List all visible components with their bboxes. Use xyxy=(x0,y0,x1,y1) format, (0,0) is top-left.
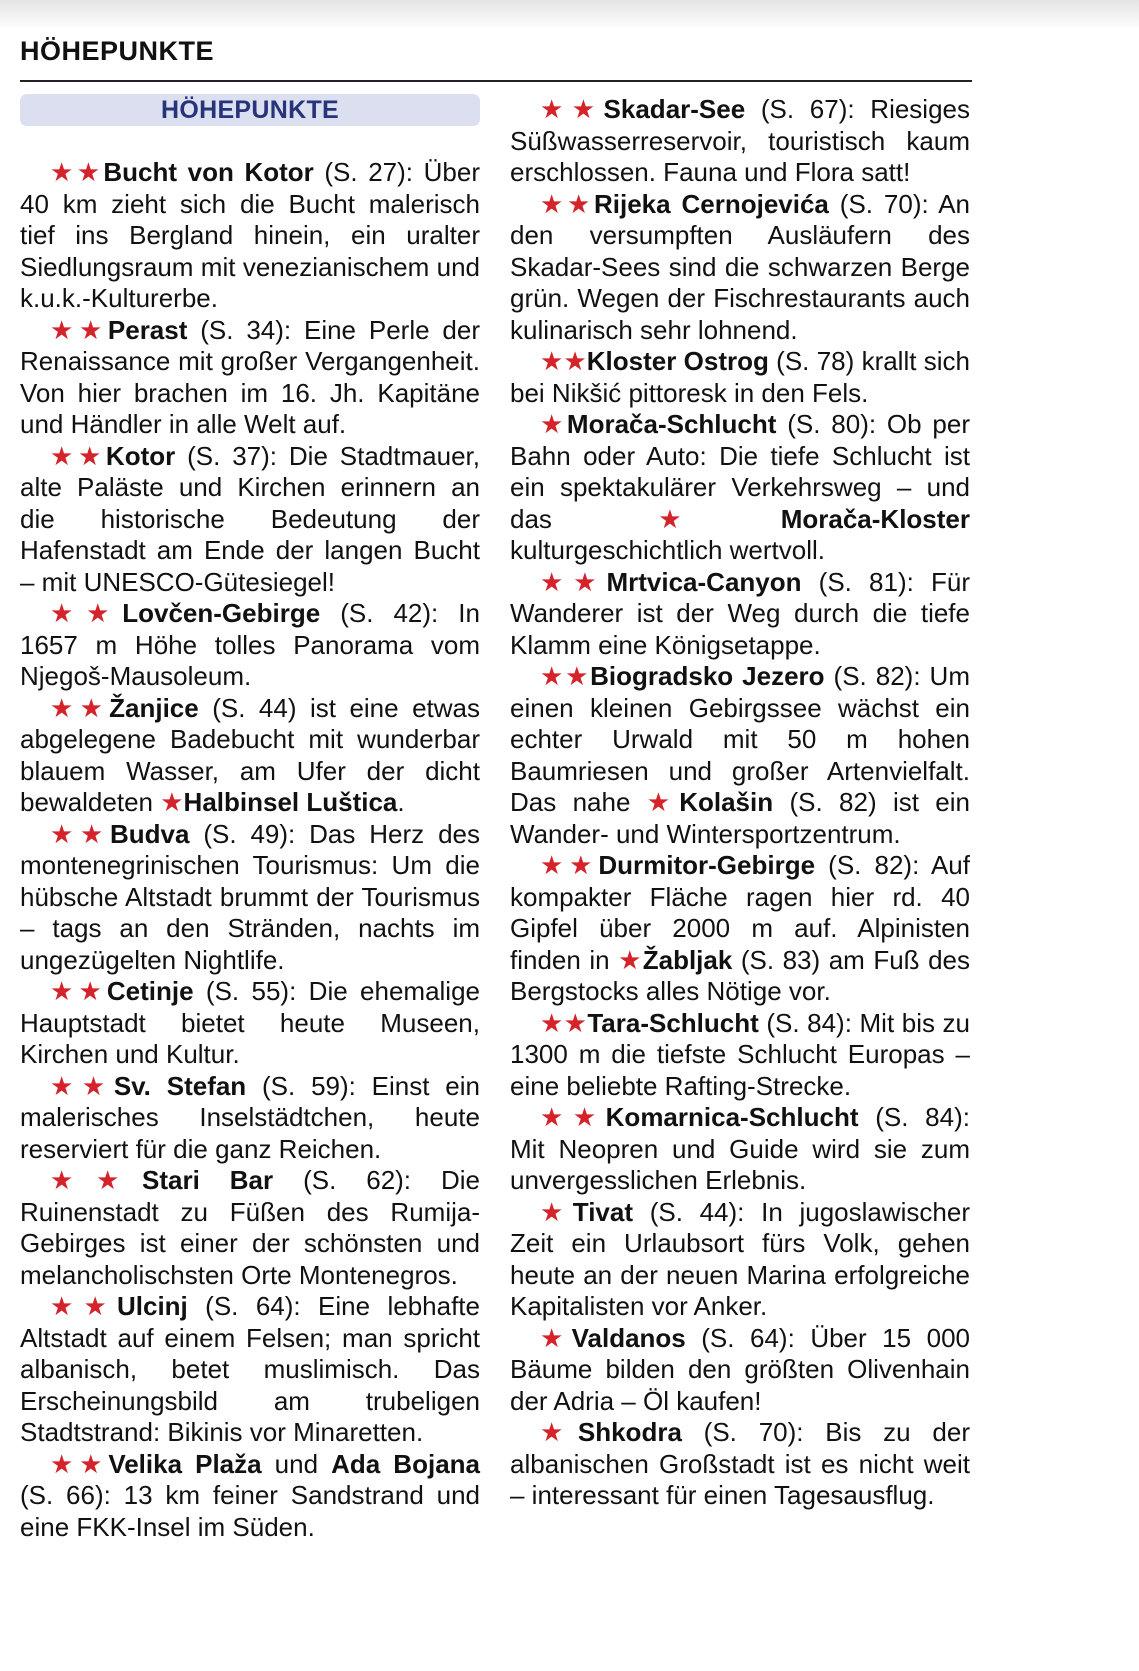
highlight-entry xyxy=(20,598,480,693)
star-icon: ★★ xyxy=(540,188,594,219)
left-entry-list xyxy=(20,157,480,1543)
highlight-name: Cetinje xyxy=(106,976,194,1006)
highlight-name: Morača-Kloster xyxy=(780,503,970,534)
highlight-name: Ada Bojana xyxy=(331,1448,480,1479)
highlight-entry xyxy=(510,1323,970,1418)
entry-text: (S. 80): Ob per Bahn oder Auto: Die tiefe Schlucht ist ein spektakulärer Verkehrsweg – und das xyxy=(510,409,971,534)
highlight-name: Budva xyxy=(109,818,190,849)
entry-text: (S. 49): Das Herz des montenegrinischen Tourismus: Um die hübsche Altstadt brummt der Tourismus – tags an den Stränden, nachts im ungezügelten Nightlife. xyxy=(20,818,480,975)
star-icon: ★ xyxy=(540,1196,573,1227)
star-icon: ★★ xyxy=(50,1070,114,1101)
star-icon: ★★ xyxy=(540,94,604,124)
highlight-name: Kolašin xyxy=(679,787,774,817)
entry-text: (S. 82): Um einen kleinen Gebirgssee wächst ein echter Urwald mit 50 m hohen Baumriesen und großer Artenvielfalt. Das nahe xyxy=(510,661,970,817)
highlight-name: Lovčen-Gebirge xyxy=(122,598,321,628)
entry-text: (S. 42): In 1657 m Höhe tolles Panorama vom Njegoš-Mausoleum. xyxy=(20,598,480,691)
highlight-entry xyxy=(20,315,480,441)
highlight-name: Perast xyxy=(107,314,188,345)
entry-text: (S. 83) am Fuß des Bergstocks alles Nötige vor. xyxy=(510,944,970,1006)
entry-text: (S. 66): 13 km feiner Sandstrand und eine FKK-Insel im Süden. xyxy=(20,1480,480,1542)
entry-text: (S. 55): Die ehemalige Hauptstadt bietet heute Museen, Kirchen und Kultur. xyxy=(20,976,481,1069)
highlight-entry xyxy=(20,1071,480,1166)
star-icon: ★★ xyxy=(50,598,123,628)
star-icon: ★★ xyxy=(540,661,591,691)
highlight-name: Žanjice xyxy=(109,692,199,723)
highlight-entry xyxy=(510,1197,970,1323)
highlight-name: Kotor xyxy=(105,440,176,471)
star-icon: ★★ xyxy=(540,850,599,880)
highlight-name: Tivat xyxy=(572,1196,633,1227)
highlight-name: Halbinsel Luštica xyxy=(183,787,398,817)
title-rule xyxy=(20,80,972,82)
star-icon: ★★ xyxy=(50,314,108,345)
highlight-name: Komarnica-Schlucht xyxy=(605,1102,859,1132)
star-icon: ★ xyxy=(540,1417,578,1447)
highlight-entry xyxy=(510,409,970,567)
star-icon: ★★ xyxy=(50,1291,117,1321)
highlight-name: Tara-Schlucht xyxy=(587,1007,759,1038)
star-icon: ★★ xyxy=(540,1007,588,1038)
highlight-name: Žabljak xyxy=(642,944,733,975)
highlight-name: Biogradsko Jezero xyxy=(590,661,825,691)
highlight-entry xyxy=(510,567,970,662)
entry-text: kulturgeschichtlich wertvoll. xyxy=(510,535,826,565)
highlight-entry xyxy=(20,819,480,977)
right-column xyxy=(510,94,970,1512)
highlight-entry xyxy=(20,1291,480,1449)
entry-text: (S. 37): Die Stadtmauer, alte Paläste und Kirchen erinnern an die historische Bedeutung der Hafenstadt am Ende der langen Bucht – mit UNESCO-Gütesiegel! xyxy=(20,440,480,597)
highlight-name: Kloster Ostrog xyxy=(586,346,769,376)
entry-text: (S. 44): In jugoslawischer Zeit ein Urlaubsort fürs Volk, gehen heute an der neuen Marina erfolgreiche Kapitalisten vor Anker. xyxy=(510,1196,970,1321)
star-icon: ★★ xyxy=(50,440,106,471)
entry-text: (S. 84): Mit bis zu 1300 m die tiefste Schlucht Europas – eine beliebte Rafting-Strecke. xyxy=(510,1007,971,1101)
star-icon: ★★ xyxy=(50,976,107,1006)
entry-text: (S. 62): Die Ruinenstadt zu Füßen des Rumija-Gebirges ist einer der schönsten und melancholischsten Orte Montenegros. xyxy=(20,1165,480,1290)
star-icon: ★★ xyxy=(50,818,110,849)
star-icon: ★★ xyxy=(540,566,607,597)
entry-text: (S. 70): An den versumpften Ausläufern des Skadar-Sees sind die schwarzen Berge grün. Wegen der Fischrestaurants auch kulinarisch sehr lohnend. xyxy=(510,188,971,345)
star-icon: ★ xyxy=(658,503,781,534)
highlight-entry xyxy=(510,850,970,1008)
star-icon: ★★ xyxy=(50,1448,109,1479)
star-icon: ★ xyxy=(646,787,680,817)
star-icon: ★ xyxy=(540,409,567,439)
entry-text: (S. 64): Eine lebhafte Altstadt auf einem Felsen; man spricht albanisch, betet muslimisch. Das Erscheinungsbild am trubeligen Stadtstrand: Bikinis vor Minaretten. xyxy=(20,1291,480,1447)
entry-text: (S. 81): Für Wanderer ist der Weg durch die tiefe Klamm eine Königsetappe. xyxy=(510,566,970,660)
highlight-entry xyxy=(510,346,970,409)
highlight-entry xyxy=(510,189,970,347)
entry-text: und xyxy=(261,1448,332,1479)
highlight-name: Shkodra xyxy=(577,1417,682,1447)
star-icon: ★ xyxy=(540,1322,572,1353)
highlight-name: Stari Bar xyxy=(142,1165,274,1195)
highlight-entry xyxy=(510,94,970,189)
star-icon: ★★ xyxy=(50,157,104,187)
entry-text: (S. 27): Über 40 km zieht sich die Bucht malerisch tief ins Bergland hinein, ein uralter Siedlungsraum mit venezianischem und k.u.k.-Kulturerbe. xyxy=(20,157,480,313)
highlight-name: Mrtvica-Canyon xyxy=(606,566,802,597)
highlights-box-heading: HÖHEPUNKTE xyxy=(20,94,480,126)
entry-text: (S. 64): Über 15 000 Bäume bilden den größten Olivenhain der Adria – Öl kaufen! xyxy=(510,1322,970,1416)
star-icon: ★ xyxy=(160,787,184,817)
entry-text: (S. 67): Riesiges Süßwasserreservoir, touristisch kaum erschlossen. Fauna und Flora satt! xyxy=(510,94,970,187)
highlight-name: Skadar-See xyxy=(603,94,746,124)
highlight-entry xyxy=(20,1449,480,1544)
highlight-entry xyxy=(20,157,480,315)
star-icon: ★★ xyxy=(50,692,110,723)
highlight-entry xyxy=(20,1165,480,1291)
highlight-entry xyxy=(20,976,480,1071)
entry-text: (S. 70): Bis zu der albanischen Großstadt ist es nicht weit – interessant für einen Tagesausflug. xyxy=(510,1417,970,1510)
entry-text: (S. 82) ist ein Wander- und Wintersportzentrum. xyxy=(510,787,970,849)
star-icon: ★★ xyxy=(50,1165,143,1195)
highlight-name: Morača-Schlucht xyxy=(566,409,777,439)
highlight-entry xyxy=(510,1102,970,1197)
star-icon: ★★ xyxy=(540,346,587,376)
entry-text: (S. 78) krallt sich bei Nikšić pittoresk in den Fels. xyxy=(510,346,970,408)
entry-text: (S. 34): Eine Perle der Renaissance mit großer Vergangenheit. Von hier brachen im 16. Jh. Kapitäne und Händler in alle Welt auf. xyxy=(20,314,480,439)
star-icon: ★ xyxy=(618,944,643,975)
star-icon: ★★ xyxy=(540,1102,606,1132)
highlight-name: Rijeka Cernojevića xyxy=(593,188,829,219)
entry-text: (S. 84): Mit Neopren und Guide wird sie zum unvergesslichen Erlebnis. xyxy=(510,1102,970,1195)
highlight-entry xyxy=(20,441,480,599)
left-column xyxy=(20,94,480,1543)
entry-text: (S. 44) ist eine etwas abgelegene Badebucht mit wunderbar blauem Wasser, am Ufer der dicht bewaldeten xyxy=(20,692,481,817)
highlight-name: Sv. Stefan xyxy=(113,1070,247,1101)
right-entry-list xyxy=(510,94,970,1512)
highlight-entry xyxy=(510,1008,970,1103)
entry-text: (S. 59): Einst ein malerisches Inselstädtchen, heute reserviert für die ganz Reichen. xyxy=(20,1070,481,1164)
highlight-entry xyxy=(20,693,480,819)
entry-text: . xyxy=(397,787,405,817)
entry-text: (S. 82): Auf kompakter Fläche ragen hier rd. 40 Gipfel über 2000 m auf. Alpinisten finden in xyxy=(510,850,970,975)
top-shadow xyxy=(0,0,1139,30)
highlight-name: Valdanos xyxy=(571,1322,686,1353)
page-title: HÖHEPUNKTE xyxy=(20,36,215,66)
highlight-entry xyxy=(510,1417,970,1512)
highlight-name: Velika Plaža xyxy=(108,1448,262,1479)
highlight-name: Durmitor-Gebirge xyxy=(598,850,816,880)
highlight-name: Ulcinj xyxy=(116,1291,188,1321)
highlight-entry xyxy=(510,661,970,850)
highlight-name: Bucht von Kotor xyxy=(103,157,314,187)
